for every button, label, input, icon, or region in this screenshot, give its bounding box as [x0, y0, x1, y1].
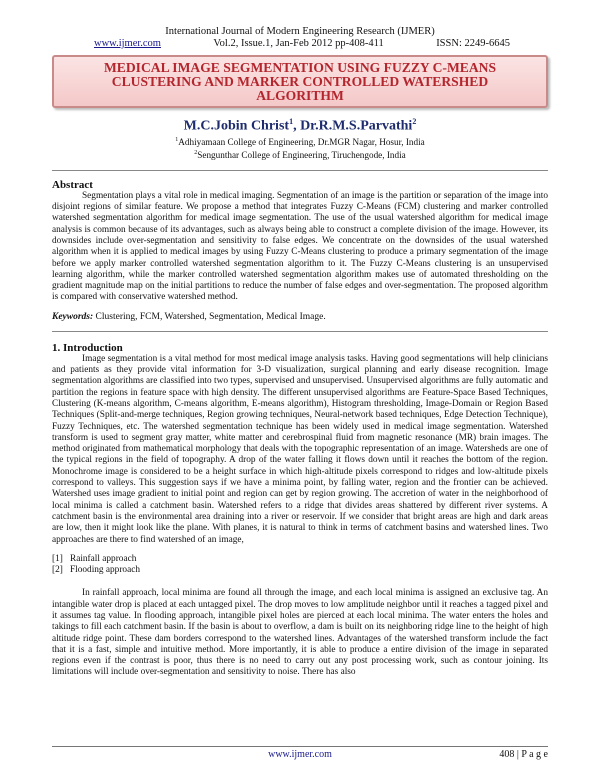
author-separator: , — [293, 118, 301, 134]
list-item-number: [2] — [52, 565, 63, 576]
affiliation-1-text: Adhiyamaan College of Engineering, Dr.MGR Nagar, Hosur, India — [178, 136, 425, 147]
keywords-label: Keywords: — [52, 311, 94, 322]
list-item — [52, 554, 548, 565]
introduction-heading: 1. Introduction — [52, 341, 123, 354]
author-1-mark: 1 — [289, 117, 294, 126]
paper-title-box — [52, 55, 548, 108]
keywords-text: Clustering, FCM, Watershed, Segmentation, Medical Image. — [93, 311, 326, 322]
introduction-paragraph-2: In rainfall approach, local minima are found all through the image, and each local minima is assigned an exclusive tag. An intangible water drop is placed at each untagged pixel. The drop moves to low amplitude neighbor until it reaches a tagged pixel and it assumes tag value. In flooding approach, intangible pixel holes are pierced at each local minima. The water enters the holes and takings to fill each catchment basin. If the basin is about to overflow, a dam is built on its neighboring ridge line to the height of high altitude ridge point. These dam borders correspond to the watershed lines. Advantages of the watershed transform include the fact that it is a fast, simple and intuitive method. More importantly, it is able to produce a entire division of the image in separated regions even if the contrast is poor, thus there is no need to carry out any post processing work, such as contour joining. Its limitations will include over-segmentation and sensitivity to noise. There has also — [52, 588, 548, 678]
journal-volume: Vol.2, Issue.1, Jan-Feb 2012 pp-408-411 — [213, 38, 384, 49]
list-item-text: Rainfall approach — [70, 553, 137, 564]
affiliation-1-mark: 1 — [175, 136, 179, 143]
page-footer — [52, 746, 548, 760]
keywords — [52, 312, 548, 323]
author-list — [52, 114, 548, 135]
list-item-text: Flooding approach — [70, 565, 140, 576]
affiliation-2 — [52, 148, 548, 161]
paper-title-line-3: ALGORITHM — [256, 88, 344, 103]
affiliation-1 — [52, 135, 548, 148]
divider-keywords — [52, 331, 548, 332]
divider-top — [52, 170, 548, 171]
affiliation-2-text: Sengunthar College of Engineering, Tiruchengode, India — [197, 149, 406, 160]
paper-title-line-1: MEDICAL IMAGE SEGMENTATION USING FUZZY C-MEANS — [103, 60, 497, 75]
page-number: 408 | P a g e — [499, 749, 548, 760]
paper-title-line-2: CLUSTERING AND MARKER CONTROLLED WATERSHED — [111, 74, 489, 89]
author-2: Dr.R.M.S.Parvathi — [300, 118, 413, 134]
list-item-number: [1] — [52, 553, 63, 564]
journal-issn: ISSN: 2249-6645 — [436, 38, 510, 49]
journal-url-link[interactable]: www.ijmer.com — [94, 38, 161, 49]
abstract-text: Segmentation plays a vital role in medical imaging. Segmentation of an image is the partition or separation of the image into disjoint regions of similar feature. We propose a method that integrates Fuzzy C-Means (FCM) clustering and marker controlled watershed segmentation algorithm for medical image segmentation. The use of the usual watershed algorithm for medical image analysis is common because of its advantages, such as always being able to construct a complete division of the image. However, its downsides include over-segmentation and sensitivity to false edges. We concentrate on the downsides of the usual watershed algorithm when it is applied to medical images by using Fuzzy C-Means clustering to produce a primary segmentation of the image before we apply marker controlled watershed segmentation algorithm to it. The Fuzzy C-Means clustering is an unsupervised learning algorithm, while the marker controlled watershed segmentation algorithm makes use of automated thresholding on the gradient magnitude map on the initial partitions to reduce the number of false edges and over-segmentation. The proposed algorithm is compared with conservative watershed method. — [52, 190, 548, 303]
approach-list — [52, 554, 548, 577]
list-item — [52, 565, 548, 576]
journal-name: International Journal of Modern Engineering Research (IJMER) — [165, 26, 435, 37]
footer-url-link[interactable]: www.ijmer.com — [268, 749, 332, 760]
author-1: M.C.Jobin Christ — [183, 118, 290, 134]
abstract-heading: Abstract — [52, 178, 93, 191]
journal-meta — [52, 38, 548, 50]
affiliation-2-mark: 2 — [194, 149, 198, 156]
introduction-paragraph-1: Image segmentation is a vital method for most medical image analysis tasks. Having good segmentations will help clinicians and patients as they provide vital information for 3-D visualization, surgical planning and early disease recognition. Image segmentation algorithms are classified into two types, supervised and unsupervised. Unsupervised algorithms are fully automatic and partition the regions in feature space with high density. The different unsupervised algorithms are Feature-Space Based Techniques, Clustering (K-means algorithm, C-means algorithm, E-means algorithm), Histogram thresholding, Image-Domain or Region Based Techniques (Split-and-merge techniques, Region growing techniques, Neural-network based techniques, Edge Detection Technique), Fuzzy Techniques, etc. The watershed segmentation technique has been widely used in medical image segmentation. Watershed transform is used to segment gray matter, white matter and cerebrospinal fluid from magnetic resonance (MR) brain images. The method originated from mathematical morphology that deals with the topographic representation of an image. Watersheds are one of the typical regions in the field of topography. A drop of the water falling it flows down until it reaches the bottom of the region. Monochrome image is considered to be a height surface in which high-altitude pixels correspond to ridges and low-altitude pixels correspond to valleys. This suggestion says if we have a minima point, by falling water, region and the frontier can be achieved. Watershed uses image gradient to initial point and region can get by region growing. The accretion of water in the neighborhood of local minima is called a catchment basin. Watershed refers to a ridge that divides areas shattered by different river systems. A catchment basin is the environmental area draining into a river or reservoir. If we consider that bright areas are high and dark areas are low, then it might look like the plane. With planes, it is natural to think in terms of catchment basins and watershed lines. Two approaches are there to find watershed of an image, — [52, 353, 548, 545]
author-2-mark: 2 — [412, 117, 417, 126]
